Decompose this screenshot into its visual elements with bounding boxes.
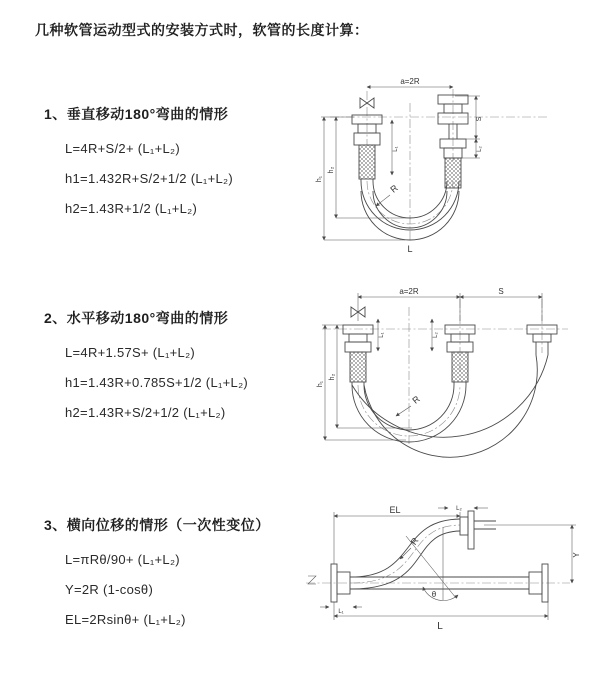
left-braid [350,352,366,382]
dim-el-label: EL [389,505,401,515]
radius-label: R [388,182,400,195]
hose-upper-wall [351,519,460,577]
dim-s-label: S [476,116,483,122]
length-label: L [407,244,413,254]
top-flange-plate [468,511,474,549]
formula-length: L=4R+S/2+ (L₁+L₂) [65,141,180,156]
left-braid [359,145,375,179]
section-3-heading: 3、横向位移的情形（一次性变位） [44,517,270,533]
left-flange [343,325,373,334]
hose-lower-wall [351,531,460,589]
angle-theta-label: θ [431,590,437,599]
left-fitting [345,342,371,352]
diagram-horizontal-bend [310,285,590,460]
formula-h1: h1=1.43R+0.785S+1/2 (L₁+L₂) [65,375,249,390]
section-horizontal-movement [44,308,324,428]
dim-l2-label: L₂ [477,146,483,152]
ext-lines-l [334,602,548,620]
radius-label: R [410,393,422,406]
top-flange-hub [460,517,468,535]
formula-y: Y=2R (1-cosθ) [65,582,154,597]
section-lateral-displacement [44,515,324,635]
formula-h2: h2=1.43R+1/2 (L₁+L₂) [65,201,198,216]
dim-l-label: L [437,621,443,632]
left-tube-walls [352,382,364,385]
dim-l2-label: L₂ [456,506,462,512]
diagram-vertical-bend [310,75,580,255]
dim-s-label: S [498,287,504,296]
section-vertical-movement [44,104,324,224]
dim-l1-label: L₁ [379,332,385,338]
dim-l2-label: L₂ [433,332,439,338]
diagram-lateral-displacement [298,503,590,645]
section-2-heading: 2、水平移动180°弯曲的情形 [44,310,229,326]
left-nut [349,334,367,342]
formula-h1: h1=1.432R+S/2+1/2 (L₁+L₂) [65,171,233,186]
hose2-arc-inner [364,355,537,457]
dim-h1-label: h₁ [316,175,323,183]
formula-length: L=4R+1.57S+ (L₁+L₂) [65,345,196,360]
ext-lines-el [334,512,460,564]
page-title: 几种软管运动型式的安装方式时，软管的长度计算： [35,22,369,38]
dim-h2-label: h₂ [329,373,336,381]
middle-braid [452,352,468,382]
section-1-heading: 1、垂直移动180°弯曲的情形 [44,106,229,122]
middle-tube-walls [454,382,466,385]
dim-l1-label: L₁ [338,609,344,615]
radius-label: R [408,535,421,547]
formula-h2: h2=1.43R+S/2+1/2 (L₁+L₂) [65,405,226,420]
dim-span-label: a=2R [399,287,419,296]
dim-h2-label: h₂ [328,166,335,174]
formula-length: L=πRθ/90+ (L₁+L₂) [65,552,180,567]
dim-h1-label: h₁ [317,380,324,388]
formula-el: EL=2Rsinθ+ (L₁+L₂) [65,612,186,627]
dim-l1-label: L₁ [393,146,399,152]
dim-span-label: a=2R [400,77,420,86]
dim-y-label: Y [572,552,581,558]
